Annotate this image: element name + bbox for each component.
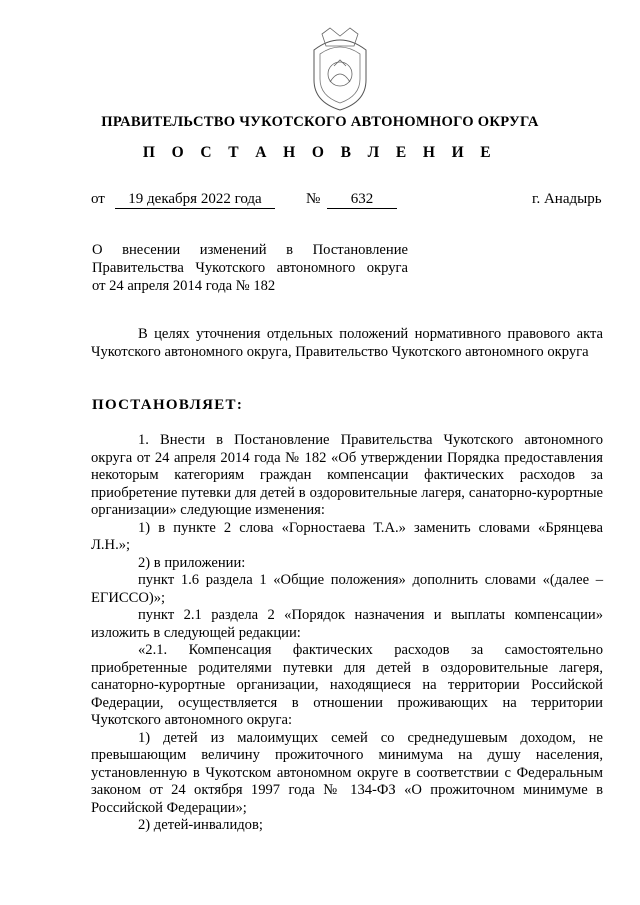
body-paragraph: 2) детей-инвалидов;	[138, 817, 263, 833]
resolves-heading: ПОСТАНОВЛЯЕТ:	[92, 397, 244, 413]
body-paragraph: «2.1. Компенсация фактических расходов за самостоятельно приобретенные родителями путевки для детей в оздоровительные лагеря, санаторно-курортные организации, находящиеся на территории Российской Федерации, осуществляется в отношении проживающих на территории Чукотского автономного округа:	[91, 642, 603, 728]
date-prefix: от	[91, 191, 105, 207]
body-paragraph: 1) детей из малоимущих семей со среднедушевым доходом, не превышающим величину прожиточного минимума на душу населения, установленную в Чукотском автономном округе в соответствии с Федеральным законом от 24 октября 1997 года № 134-ФЗ «О прожиточном минимуме в Российской Федерации»;	[91, 729, 603, 816]
decree-date: 19 декабря 2022 года	[115, 191, 275, 209]
body-paragraph: пункт 2.1 раздела 2 «Порядок назначения и выплаты компенсации» изложить в следующей редакции:	[91, 607, 603, 641]
decree-body	[91, 432, 603, 835]
subject-line: от 24 апреля 2014 года № 182	[92, 278, 276, 294]
preamble-block	[91, 326, 603, 361]
subject-line: Правительства Чукотского автономного округа	[92, 260, 408, 276]
decree-subject	[92, 241, 408, 295]
subject-line: О внесении изменений в Постановление	[92, 242, 408, 258]
body-paragraph: 1. Внести в Постановление Правительства Чукотского автономного округа от 24 апреля 2014 года № 182 «Об утверждении Порядка предоставления некоторым категориям граждан компенсации фактических расходов за приобретение путевки для детей в оздоровительные лагеря, санаторно-курортные организации» следующие изменения:	[91, 432, 603, 518]
number-prefix: №	[306, 191, 321, 207]
government-title: ПРАВИТЕЛЬСТВО ЧУКОТСКОГО АВТОНОМНОГО ОКРУГА	[101, 114, 539, 130]
body-paragraph: 1) в пункте 2 слова «Горностаева Т.А.» заменить словами «Брянцева Л.Н.»;	[91, 519, 603, 553]
body-paragraph: 2) в приложении:	[138, 554, 246, 571]
document-type-title: П О С Т А Н О В Л Е Н И Е	[142, 144, 498, 161]
coat-of-arms-emblem	[300, 22, 380, 112]
body-paragraph: пункт 1.6 раздела 1 «Общие положения» дополнить словами «(далее – ЕГИССО)»;	[91, 572, 603, 606]
decree-city: г. Анадырь	[532, 191, 602, 207]
decree-number: 632	[327, 191, 397, 209]
preamble-paragraph: В целях уточнения отдельных положений нормативного правового акта Чукотского автономного округа, Правительство Чукотского автономного округа	[91, 326, 603, 360]
